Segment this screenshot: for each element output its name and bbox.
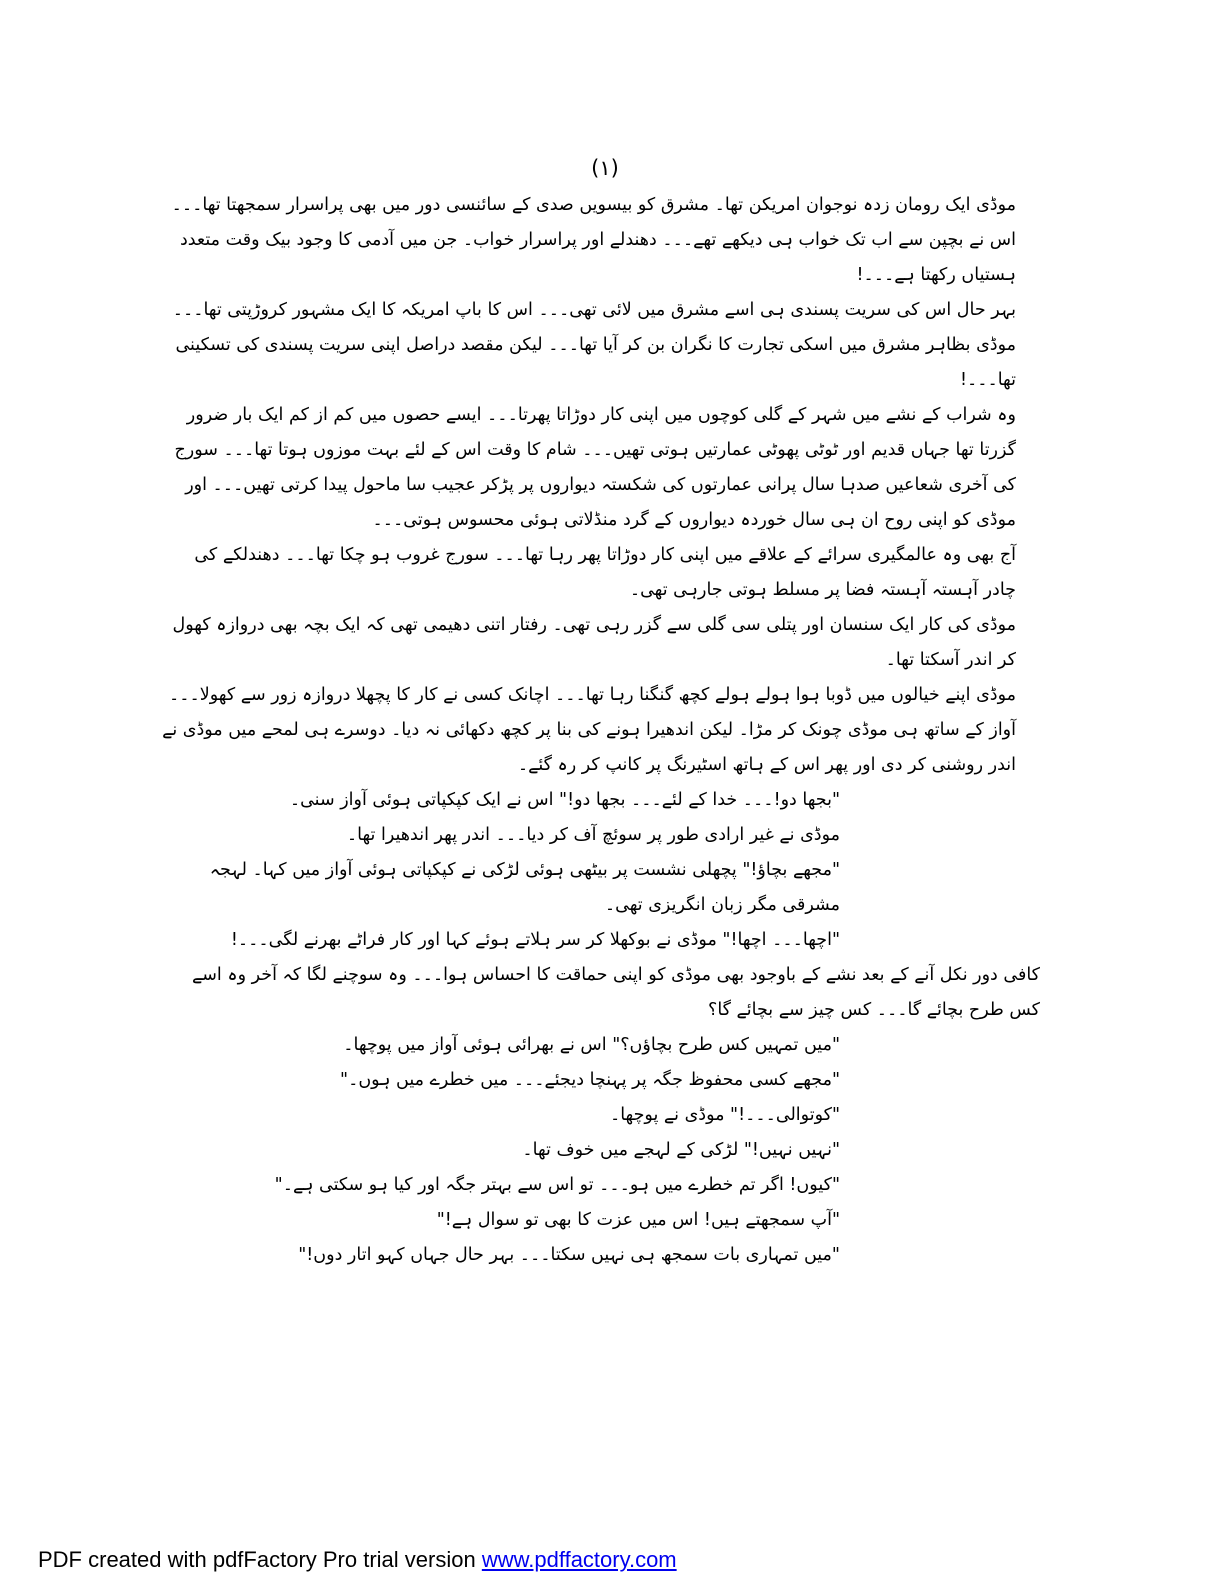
dialogue-line: "نہیں نہیں!" لڑکی کے لہجے میں خوف تھا۔ bbox=[522, 1140, 840, 1160]
dialogue-line: "اچھا۔۔۔ اچھا!" موڈی نے بوکھلا کر سر ہلاتے ہوئے کہا اور کار فراٹے بھرنے لگی۔۔۔! bbox=[230, 930, 840, 950]
dialogue-line: "میں تمہاری بات سمجھ ہی نہیں سکتا۔۔۔ بہر حال جہاں کہو اتار دوں!" bbox=[298, 1245, 840, 1265]
dialogue-line: "بجھا دو!۔۔۔ خدا کے لئے۔۔۔ بجھا دو!" اس نے ایک کپکپاتی ہوئی آواز سنی۔ bbox=[289, 790, 840, 810]
footer-text: PDF created with pdfFactory Pro trial version bbox=[38, 1547, 482, 1572]
paragraph-2: بہر حال اس کی سریت پسندی ہی اسے مشرق میں لائی تھی۔۔۔ اس کا باپ امریکہ کا ایک مشہور کروڑپتی تھا۔۔۔ موڈی بظاہر مشرق میں اسکی تجارت کا نگران بن کر آیا تھا۔۔۔ لیکن مقصد دراصل اپنی سریت پسندی کی تسکینی تھا۔۔۔! bbox=[172, 300, 1016, 390]
footer-link[interactable]: www.pdffactory.com bbox=[481, 1547, 677, 1572]
dialogue-line: موڈی نے غیر ارادی طور پر سوئچ آف کر دیا۔۔۔ اندر پھر اندھیرا تھا۔ bbox=[346, 825, 840, 845]
dialogue-line: "مجھے کسی محفوظ جگہ پر پہنچا دیجئے۔۔۔ میں خطرے میں ہوں۔" bbox=[340, 1070, 840, 1090]
pdf-footer bbox=[38, 1547, 677, 1573]
paragraph-4: آج بھی وہ عالمگیری سرائے کے علاقے میں اپنی کار دوڑاتا پھر رہا تھا۔۔۔ سورج غروب ہو چکا تھا۔۔۔ دھندلکے کی چادر آہستہ آہستہ فضا پر مسلط ہوتی جارہی تھی۔ bbox=[194, 545, 1016, 600]
dialogue-line: "کیوں! اگر تم خطرے میں ہو۔۔۔ تو اس سے بہتر جگہ اور کیا ہو سکتی ہے۔" bbox=[274, 1175, 840, 1195]
paragraph-3: وہ شراب کے نشے میں شہر کے گلی کوچوں میں اپنی کار دوڑاتا پھرتا۔۔۔ ایسے حصوں میں کم از کم ایک بار ضرور گزرتا تھا جہاں قدیم اور ٹوٹی پھوٹی عمارتیں ہوتی تھیں۔۔۔ شام کا وقت اس کے لئے بہت موزوں ہوتا تھا۔۔۔ سورج کی آخری شعاعیں صدہا سال پرانی عمارتوں کی شکستہ دیواروں پر پڑکر عجیب سا ماحول پیدا کرتی تھیں۔۔۔ اور موڈی کو اپنی روح ان ہی سال خوردہ دیواروں کے گرد منڈلاتی ہوئی محسوس ہوتی۔۔۔ bbox=[174, 405, 1016, 530]
dialogue-line: "میں تمہیں کس طرح بچاؤں؟" اس نے بھرائی ہوئی آواز میں پوچھا۔ bbox=[343, 1035, 840, 1055]
dialogue-line: "کوتوالی۔۔۔!" موڈی نے پوچھا۔ bbox=[609, 1105, 840, 1125]
document-body bbox=[160, 188, 1040, 1273]
dialogue-line: "آپ سمجھتے ہیں! اس میں عزت کا بھی تو سوال ہے!" bbox=[436, 1210, 840, 1230]
dialogue-line: "مجھے بچاؤ!" پچھلی نشست پر بیٹھی ہوئی لڑکی نے کپکپاتی ہوئی آواز میں کہا۔ لہجہ مشرقی مگر زبان انگریزی تھی۔ bbox=[209, 860, 840, 915]
paragraph-7: کافی دور نکل آنے کے بعد نشے کے باوجود بھی موڈی کو اپنی حماقت کا احساس ہوا۔۔۔ وہ سوچنے لگا کہ آخر وہ اسے کس طرح بچائے گا۔۔۔ کس چیز سے بچائے گا؟ bbox=[191, 965, 1040, 1020]
page-number: (۱) bbox=[591, 156, 619, 180]
paragraph-6: موڈی اپنے خیالوں میں ڈوبا ہوا ہولے ہولے کچھ گنگنا رہا تھا۔۔۔ اچانک کسی نے کار کا پچھلا دروازہ زور سے کھولا۔۔۔ آواز کے ساتھ ہی موڈی چونک کر مڑا۔ لیکن اندھیرا ہونے کی بنا پر کچھ دکھائی نہ دیا۔ دوسرے ہی لمحے میں موڈی نے اندر روشنی کر دی اور پھر اس کے ہاتھ اسٹیرنگ پر کانپ کر رہ گئے۔ bbox=[162, 685, 1016, 775]
paragraph-1: موڈی ایک رومان زدہ نوجوان امریکن تھا۔ مشرق کو بیسویں صدی کے سائنسی دور میں بھی پراسرار سمجھتا تھا۔۔۔ اس نے بچپن سے اب تک خواب ہی دیکھے تھے۔۔۔ دھندلے اور پراسرار خواب۔ جن میں آدمی کا وجود بیک وقت متعدد ہستیاں رکھتا ہے۔۔۔! bbox=[171, 195, 1016, 285]
paragraph-5: موڈی کی کار ایک سنسان اور پتلی سی گلی سے گزر رہی تھی۔ رفتار اتنی دھیمی تھی کہ ایک بچہ بھی دروازہ کھول کر اندر آسکتا تھا۔ bbox=[172, 615, 1016, 670]
